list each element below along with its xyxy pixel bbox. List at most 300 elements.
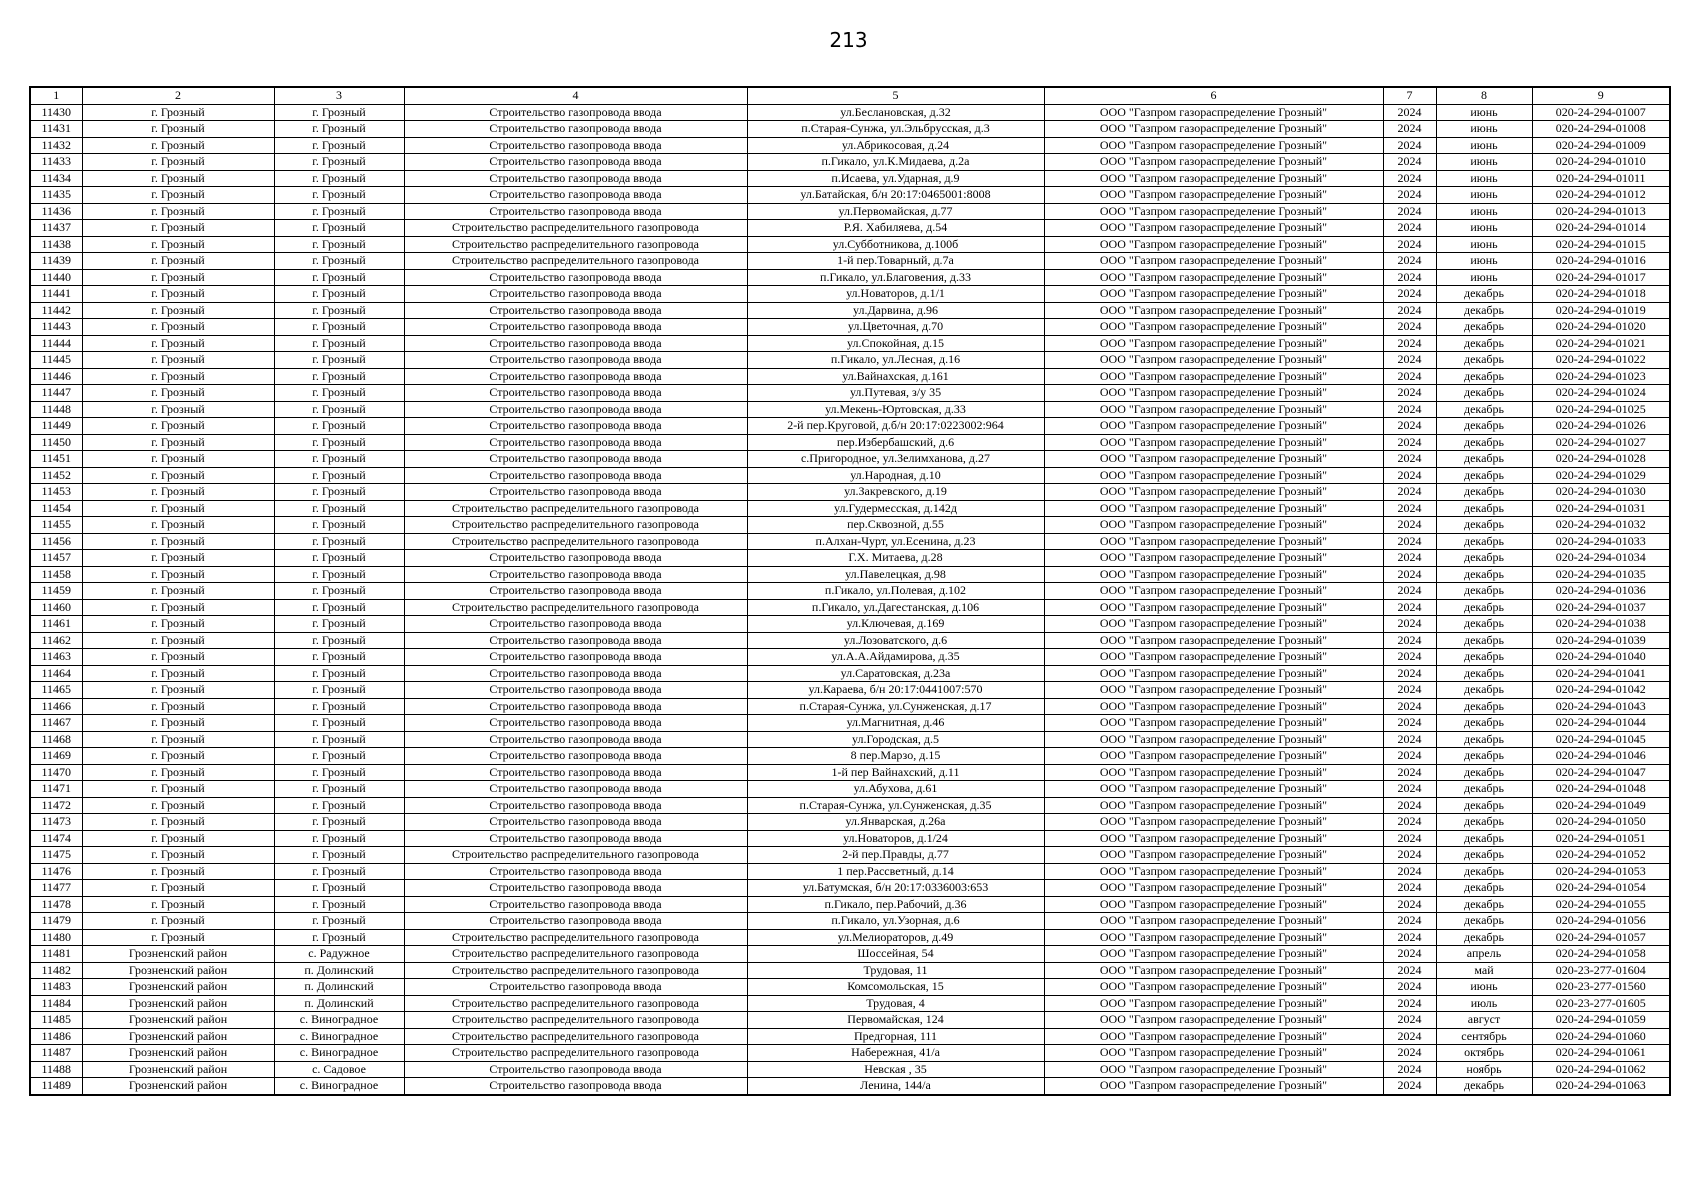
work-type-cell: Строительство газопровода ввода <box>404 682 747 699</box>
year-cell: 2024 <box>1383 929 1436 946</box>
code-cell: 020-24-294-01062 <box>1532 1061 1670 1078</box>
region-cell: г. Грозный <box>82 847 274 864</box>
organization-cell: ООО "Газпром газораспределение Грозный" <box>1044 104 1383 121</box>
locality-cell: г. Грозный <box>274 203 404 220</box>
region-cell: г. Грозный <box>82 467 274 484</box>
address-cell: ул.А.А.Айдамирова, д.35 <box>747 649 1044 666</box>
address-cell: пер.Избербашский, д.6 <box>747 434 1044 451</box>
table-row <box>30 1012 1670 1029</box>
organization-cell: ООО "Газпром газораспределение Грозный" <box>1044 616 1383 633</box>
row-number-cell: 11430 <box>30 104 82 121</box>
organization-cell: ООО "Газпром газораспределение Грозный" <box>1044 385 1383 402</box>
row-number-cell: 11463 <box>30 649 82 666</box>
code-cell: 020-24-294-01047 <box>1532 764 1670 781</box>
address-cell: Трудовая, 4 <box>747 995 1044 1012</box>
year-cell: 2024 <box>1383 731 1436 748</box>
month-cell: декабрь <box>1436 286 1532 303</box>
work-type-cell: Строительство газопровода ввода <box>404 418 747 435</box>
table-row <box>30 104 1670 121</box>
row-number-cell: 11434 <box>30 170 82 187</box>
region-cell: г. Грозный <box>82 418 274 435</box>
month-cell: июнь <box>1436 121 1532 138</box>
organization-cell: ООО "Газпром газораспределение Грозный" <box>1044 715 1383 732</box>
address-cell: с.Пригородное, ул.Зелимханова, д.27 <box>747 451 1044 468</box>
year-cell: 2024 <box>1383 335 1436 352</box>
work-type-cell: Строительство газопровода ввода <box>404 797 747 814</box>
year-cell: 2024 <box>1383 533 1436 550</box>
year-cell: 2024 <box>1383 830 1436 847</box>
locality-cell: г. Грозный <box>274 236 404 253</box>
work-type-cell: Строительство распределительного газопровода <box>404 220 747 237</box>
address-cell: ул.Вайнахская, д.161 <box>747 368 1044 385</box>
address-cell: ул.Народная, д.10 <box>747 467 1044 484</box>
locality-cell: г. Грозный <box>274 781 404 798</box>
organization-cell: ООО "Газпром газораспределение Грозный" <box>1044 830 1383 847</box>
locality-cell: г. Грозный <box>274 731 404 748</box>
row-number-cell: 11448 <box>30 401 82 418</box>
code-cell: 020-24-294-01053 <box>1532 863 1670 880</box>
address-cell: п.Гикало, ул.Узорная, д.6 <box>747 913 1044 930</box>
work-type-cell: Строительство газопровода ввода <box>404 451 747 468</box>
work-type-cell: Строительство газопровода ввода <box>404 830 747 847</box>
table-row <box>30 863 1670 880</box>
month-cell: декабрь <box>1436 781 1532 798</box>
row-number-cell: 11455 <box>30 517 82 534</box>
year-cell: 2024 <box>1383 319 1436 336</box>
locality-cell: г. Грозный <box>274 104 404 121</box>
month-cell: декабрь <box>1436 649 1532 666</box>
region-cell: г. Грозный <box>82 665 274 682</box>
code-cell: 020-24-294-01041 <box>1532 665 1670 682</box>
month-cell: декабрь <box>1436 731 1532 748</box>
region-cell: г. Грозный <box>82 814 274 831</box>
year-cell: 2024 <box>1383 847 1436 864</box>
year-cell: 2024 <box>1383 814 1436 831</box>
header-cell: 9 <box>1532 87 1670 104</box>
region-cell: г. Грозный <box>82 781 274 798</box>
row-number-cell: 11470 <box>30 764 82 781</box>
register-table <box>29 86 1671 1096</box>
table-row <box>30 632 1670 649</box>
header-cell: 5 <box>747 87 1044 104</box>
table-row <box>30 154 1670 171</box>
locality-cell: г. Грозный <box>274 401 404 418</box>
locality-cell: г. Грозный <box>274 451 404 468</box>
table-row <box>30 764 1670 781</box>
address-cell: 2-й пер.Правды, д.77 <box>747 847 1044 864</box>
work-type-cell: Строительство распределительного газопровода <box>404 533 747 550</box>
code-cell: 020-24-294-01013 <box>1532 203 1670 220</box>
row-number-cell: 11453 <box>30 484 82 501</box>
organization-cell: ООО "Газпром газораспределение Грозный" <box>1044 352 1383 369</box>
region-cell: г. Грозный <box>82 203 274 220</box>
code-cell: 020-24-294-01010 <box>1532 154 1670 171</box>
table-row <box>30 698 1670 715</box>
table-row <box>30 962 1670 979</box>
work-type-cell: Строительство газопровода ввода <box>404 550 747 567</box>
table-row <box>30 880 1670 897</box>
region-cell: г. Грозный <box>82 137 274 154</box>
work-type-cell: Строительство газопровода ввода <box>404 566 747 583</box>
code-cell: 020-24-294-01042 <box>1532 682 1670 699</box>
region-cell: г. Грозный <box>82 632 274 649</box>
row-number-cell: 11440 <box>30 269 82 286</box>
work-type-cell: Строительство газопровода ввода <box>404 170 747 187</box>
code-cell: 020-24-294-01009 <box>1532 137 1670 154</box>
table-row <box>30 335 1670 352</box>
address-cell: ул.Цветочная, д.70 <box>747 319 1044 336</box>
region-cell: Грозненский район <box>82 1045 274 1062</box>
code-cell: 020-24-294-01038 <box>1532 616 1670 633</box>
year-cell: 2024 <box>1383 797 1436 814</box>
region-cell: Грозненский район <box>82 962 274 979</box>
address-cell: ул.Магнитная, д.46 <box>747 715 1044 732</box>
year-cell: 2024 <box>1383 187 1436 204</box>
region-cell: г. Грозный <box>82 748 274 765</box>
address-cell: п.Гикало, ул.Лесная, д.16 <box>747 352 1044 369</box>
organization-cell: ООО "Газпром газораспределение Грозный" <box>1044 401 1383 418</box>
address-cell: ул.Городская, д.5 <box>747 731 1044 748</box>
code-cell: 020-23-277-01605 <box>1532 995 1670 1012</box>
region-cell: г. Грозный <box>82 682 274 699</box>
organization-cell: ООО "Газпром газораспределение Грозный" <box>1044 1045 1383 1062</box>
address-cell: ул.Батайская, б/н 20:17:0465001:8008 <box>747 187 1044 204</box>
work-type-cell: Строительство газопровода ввода <box>404 896 747 913</box>
table-row <box>30 500 1670 517</box>
work-type-cell: Строительство газопровода ввода <box>404 401 747 418</box>
year-cell: 2024 <box>1383 467 1436 484</box>
region-cell: г. Грозный <box>82 319 274 336</box>
organization-cell: ООО "Газпром газораспределение Грозный" <box>1044 302 1383 319</box>
table-body <box>30 104 1670 1095</box>
address-cell: ул.Абухова, д.61 <box>747 781 1044 798</box>
organization-cell: ООО "Газпром газораспределение Грозный" <box>1044 253 1383 270</box>
month-cell: декабрь <box>1436 1078 1532 1095</box>
code-cell: 020-24-294-01014 <box>1532 220 1670 237</box>
row-number-cell: 11479 <box>30 913 82 930</box>
work-type-cell: Строительство газопровода ввода <box>404 286 747 303</box>
table-row <box>30 616 1670 633</box>
row-number-cell: 11473 <box>30 814 82 831</box>
locality-cell: п. Долинский <box>274 962 404 979</box>
year-cell: 2024 <box>1383 253 1436 270</box>
address-cell: ул.Беслановская, д.32 <box>747 104 1044 121</box>
organization-cell: ООО "Газпром газораспределение Грозный" <box>1044 335 1383 352</box>
address-cell: п.Гикало, ул.Полевая, д.102 <box>747 583 1044 600</box>
work-type-cell: Строительство газопровода ввода <box>404 764 747 781</box>
locality-cell: г. Грозный <box>274 632 404 649</box>
table-row <box>30 121 1670 138</box>
month-cell: декабрь <box>1436 517 1532 534</box>
work-type-cell: Строительство распределительного газопровода <box>404 517 747 534</box>
code-cell: 020-24-294-01011 <box>1532 170 1670 187</box>
address-cell: Невская , 35 <box>747 1061 1044 1078</box>
work-type-cell: Строительство газопровода ввода <box>404 814 747 831</box>
work-type-cell: Строительство распределительного газопровода <box>404 500 747 517</box>
code-cell: 020-24-294-01020 <box>1532 319 1670 336</box>
year-cell: 2024 <box>1383 154 1436 171</box>
header-row <box>30 87 1670 104</box>
month-cell: декабрь <box>1436 467 1532 484</box>
work-type-cell: Строительство распределительного газопровода <box>404 1045 747 1062</box>
year-cell: 2024 <box>1383 137 1436 154</box>
month-cell: декабрь <box>1436 335 1532 352</box>
organization-cell: ООО "Газпром газораспределение Грозный" <box>1044 1061 1383 1078</box>
address-cell: ул.Абрикосовая, д.24 <box>747 137 1044 154</box>
region-cell: г. Грозный <box>82 236 274 253</box>
region-cell: г. Грозный <box>82 500 274 517</box>
row-number-cell: 11488 <box>30 1061 82 1078</box>
locality-cell: г. Грозный <box>274 748 404 765</box>
code-cell: 020-24-294-01031 <box>1532 500 1670 517</box>
address-cell: ул.Саратовская, д.23а <box>747 665 1044 682</box>
code-cell: 020-24-294-01056 <box>1532 913 1670 930</box>
month-cell: декабрь <box>1436 550 1532 567</box>
row-number-cell: 11449 <box>30 418 82 435</box>
row-number-cell: 11462 <box>30 632 82 649</box>
locality-cell: г. Грозный <box>274 880 404 897</box>
locality-cell: г. Грозный <box>274 517 404 534</box>
work-type-cell: Строительство распределительного газопровода <box>404 1012 747 1029</box>
work-type-cell: Строительство газопровода ввода <box>404 665 747 682</box>
region-cell: г. Грозный <box>82 170 274 187</box>
locality-cell: с. Радужное <box>274 946 404 963</box>
code-cell: 020-24-294-01016 <box>1532 253 1670 270</box>
code-cell: 020-24-294-01012 <box>1532 187 1670 204</box>
locality-cell: г. Грозный <box>274 616 404 633</box>
organization-cell: ООО "Газпром газораспределение Грозный" <box>1044 1012 1383 1029</box>
code-cell: 020-24-294-01063 <box>1532 1078 1670 1095</box>
year-cell: 2024 <box>1383 352 1436 369</box>
address-cell: п.Гикало, ул.Благовения, д.33 <box>747 269 1044 286</box>
row-number-cell: 11461 <box>30 616 82 633</box>
organization-cell: ООО "Газпром газораспределение Грозный" <box>1044 913 1383 930</box>
region-cell: г. Грозный <box>82 352 274 369</box>
address-cell: Комсомольская, 15 <box>747 979 1044 996</box>
table-row <box>30 995 1670 1012</box>
organization-cell: ООО "Газпром газораспределение Грозный" <box>1044 814 1383 831</box>
organization-cell: ООО "Газпром газораспределение Грозный" <box>1044 748 1383 765</box>
month-cell: декабрь <box>1436 682 1532 699</box>
locality-cell: г. Грозный <box>274 170 404 187</box>
locality-cell: г. Грозный <box>274 385 404 402</box>
table-row <box>30 253 1670 270</box>
locality-cell: г. Грозный <box>274 583 404 600</box>
locality-cell: с. Виноградное <box>274 1045 404 1062</box>
row-number-cell: 11441 <box>30 286 82 303</box>
row-number-cell: 11467 <box>30 715 82 732</box>
month-cell: июнь <box>1436 220 1532 237</box>
organization-cell: ООО "Газпром газораспределение Грозный" <box>1044 880 1383 897</box>
table-row <box>30 797 1670 814</box>
work-type-cell: Строительство газопровода ввода <box>404 302 747 319</box>
row-number-cell: 11475 <box>30 847 82 864</box>
organization-cell: ООО "Газпром газораспределение Грозный" <box>1044 896 1383 913</box>
code-cell: 020-24-294-01040 <box>1532 649 1670 666</box>
address-cell: Шоссейная, 54 <box>747 946 1044 963</box>
work-type-cell: Строительство газопровода ввода <box>404 748 747 765</box>
table-row <box>30 781 1670 798</box>
month-cell: июнь <box>1436 979 1532 996</box>
row-number-cell: 11478 <box>30 896 82 913</box>
row-number-cell: 11474 <box>30 830 82 847</box>
region-cell: Грозненский район <box>82 1078 274 1095</box>
code-cell: 020-24-294-01035 <box>1532 566 1670 583</box>
region-cell: г. Грозный <box>82 154 274 171</box>
table-row <box>30 517 1670 534</box>
table-row <box>30 1045 1670 1062</box>
region-cell: г. Грозный <box>82 451 274 468</box>
month-cell: май <box>1436 962 1532 979</box>
header-cell: 3 <box>274 87 404 104</box>
code-cell: 020-24-294-01019 <box>1532 302 1670 319</box>
address-cell: Предгорная, 111 <box>747 1028 1044 1045</box>
month-cell: декабрь <box>1436 566 1532 583</box>
month-cell: декабрь <box>1436 715 1532 732</box>
region-cell: г. Грозный <box>82 187 274 204</box>
organization-cell: ООО "Газпром газораспределение Грозный" <box>1044 236 1383 253</box>
organization-cell: ООО "Газпром газораспределение Грозный" <box>1044 781 1383 798</box>
code-cell: 020-24-294-01033 <box>1532 533 1670 550</box>
locality-cell: г. Грозный <box>274 418 404 435</box>
year-cell: 2024 <box>1383 286 1436 303</box>
address-cell: ул.Павелецкая, д.98 <box>747 566 1044 583</box>
month-cell: июнь <box>1436 187 1532 204</box>
row-number-cell: 11444 <box>30 335 82 352</box>
year-cell: 2024 <box>1383 781 1436 798</box>
year-cell: 2024 <box>1383 863 1436 880</box>
region-cell: г. Грозный <box>82 880 274 897</box>
address-cell: ул.Закревского, д.19 <box>747 484 1044 501</box>
month-cell: декабрь <box>1436 401 1532 418</box>
year-cell: 2024 <box>1383 632 1436 649</box>
organization-cell: ООО "Газпром газораспределение Грозный" <box>1044 632 1383 649</box>
year-cell: 2024 <box>1383 484 1436 501</box>
code-cell: 020-24-294-01018 <box>1532 286 1670 303</box>
row-number-cell: 11446 <box>30 368 82 385</box>
code-cell: 020-24-294-01052 <box>1532 847 1670 864</box>
code-cell: 020-24-294-01030 <box>1532 484 1670 501</box>
region-cell: г. Грозный <box>82 253 274 270</box>
month-cell: декабрь <box>1436 764 1532 781</box>
address-cell: 1 пер.Рассветный, д.14 <box>747 863 1044 880</box>
address-cell: 1-й пер Вайнахский, д.11 <box>747 764 1044 781</box>
address-cell: пер.Сквозной, д.55 <box>747 517 1044 534</box>
row-number-cell: 11477 <box>30 880 82 897</box>
code-cell: 020-24-294-01055 <box>1532 896 1670 913</box>
table-row <box>30 814 1670 831</box>
row-number-cell: 11443 <box>30 319 82 336</box>
address-cell: Г.Х. Митаева, д.28 <box>747 550 1044 567</box>
region-cell: г. Грозный <box>82 566 274 583</box>
region-cell: г. Грозный <box>82 335 274 352</box>
year-cell: 2024 <box>1383 451 1436 468</box>
region-cell: г. Грозный <box>82 715 274 732</box>
organization-cell: ООО "Газпром газораспределение Грозный" <box>1044 170 1383 187</box>
table-row <box>30 203 1670 220</box>
year-cell: 2024 <box>1383 1012 1436 1029</box>
organization-cell: ООО "Газпром газораспределение Грозный" <box>1044 1028 1383 1045</box>
locality-cell: г. Грозный <box>274 847 404 864</box>
region-cell: г. Грозный <box>82 269 274 286</box>
year-cell: 2024 <box>1383 913 1436 930</box>
organization-cell: ООО "Газпром газораспределение Грозный" <box>1044 682 1383 699</box>
region-cell: г. Грозный <box>82 517 274 534</box>
work-type-cell: Строительство газопровода ввода <box>404 632 747 649</box>
month-cell: декабрь <box>1436 913 1532 930</box>
code-cell: 020-24-294-01028 <box>1532 451 1670 468</box>
table-row <box>30 847 1670 864</box>
code-cell: 020-23-277-01560 <box>1532 979 1670 996</box>
locality-cell: с. Садовое <box>274 1061 404 1078</box>
table-row <box>30 649 1670 666</box>
table-row <box>30 467 1670 484</box>
work-type-cell: Строительство газопровода ввода <box>404 352 747 369</box>
region-cell: г. Грозный <box>82 368 274 385</box>
code-cell: 020-24-294-01029 <box>1532 467 1670 484</box>
locality-cell: г. Грозный <box>274 500 404 517</box>
locality-cell: г. Грозный <box>274 154 404 171</box>
table-row <box>30 913 1670 930</box>
row-number-cell: 11480 <box>30 929 82 946</box>
row-number-cell: 11451 <box>30 451 82 468</box>
work-type-cell: Строительство распределительного газопровода <box>404 236 747 253</box>
address-cell: ул.Лозоватского, д.6 <box>747 632 1044 649</box>
row-number-cell: 11487 <box>30 1045 82 1062</box>
work-type-cell: Строительство газопровода ввода <box>404 1061 747 1078</box>
region-cell: г. Грозный <box>82 830 274 847</box>
code-cell: 020-24-294-01045 <box>1532 731 1670 748</box>
row-number-cell: 11485 <box>30 1012 82 1029</box>
region-cell: Грозненский район <box>82 946 274 963</box>
address-cell: Ленина, 144/а <box>747 1078 1044 1095</box>
address-cell: ул.Субботникова, д.100б <box>747 236 1044 253</box>
work-type-cell: Строительство газопровода ввода <box>404 434 747 451</box>
row-number-cell: 11469 <box>30 748 82 765</box>
table-row <box>30 896 1670 913</box>
locality-cell: г. Грозный <box>274 797 404 814</box>
year-cell: 2024 <box>1383 599 1436 616</box>
region-cell: г. Грозный <box>82 220 274 237</box>
address-cell: п.Старая-Сунжа, ул.Сунженская, д.17 <box>747 698 1044 715</box>
month-cell: декабрь <box>1436 616 1532 633</box>
work-type-cell: Строительство распределительного газопровода <box>404 599 747 616</box>
month-cell: декабрь <box>1436 484 1532 501</box>
organization-cell: ООО "Газпром газораспределение Грозный" <box>1044 665 1383 682</box>
year-cell: 2024 <box>1383 302 1436 319</box>
work-type-cell: Строительство газопровода ввода <box>404 649 747 666</box>
locality-cell: г. Грозный <box>274 121 404 138</box>
locality-cell: г. Грозный <box>274 533 404 550</box>
code-cell: 020-24-294-01017 <box>1532 269 1670 286</box>
code-cell: 020-24-294-01046 <box>1532 748 1670 765</box>
month-cell: июнь <box>1436 104 1532 121</box>
work-type-cell: Строительство распределительного газопровода <box>404 962 747 979</box>
year-cell: 2024 <box>1383 550 1436 567</box>
region-cell: г. Грозный <box>82 913 274 930</box>
year-cell: 2024 <box>1383 1045 1436 1062</box>
locality-cell: г. Грозный <box>274 253 404 270</box>
address-cell: ул.Путевая, з/у 35 <box>747 385 1044 402</box>
address-cell: ул.Батумская, б/н 20:17:0336003:653 <box>747 880 1044 897</box>
year-cell: 2024 <box>1383 203 1436 220</box>
address-cell: Р.Я. Хабиляева, д.54 <box>747 220 1044 237</box>
year-cell: 2024 <box>1383 434 1436 451</box>
month-cell: декабрь <box>1436 352 1532 369</box>
row-number-cell: 11459 <box>30 583 82 600</box>
work-type-cell: Строительство газопровода ввода <box>404 187 747 204</box>
month-cell: июнь <box>1436 253 1532 270</box>
